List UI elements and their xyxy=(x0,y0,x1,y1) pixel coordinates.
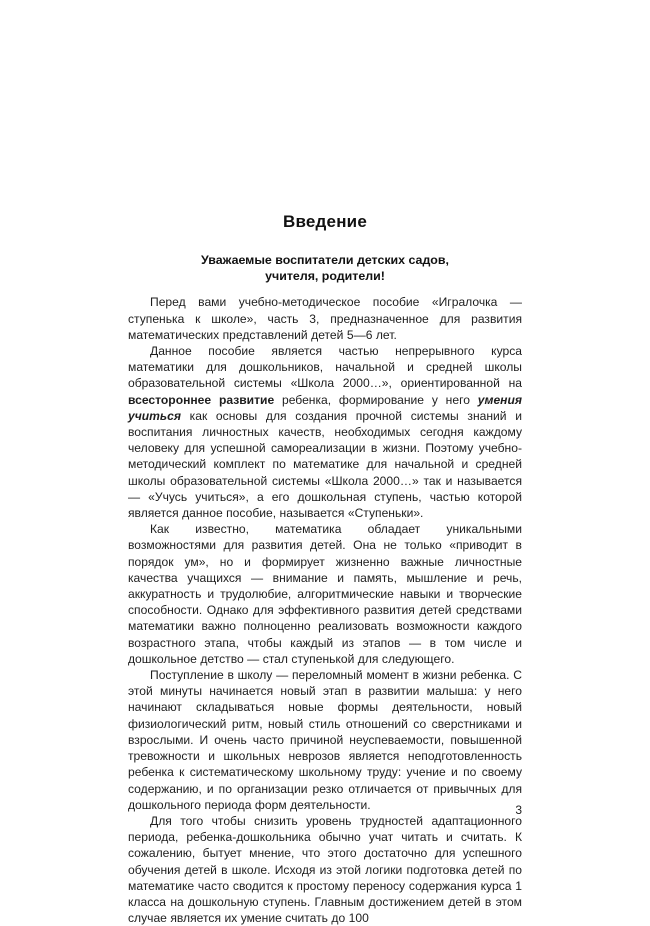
paragraph-1-text: Перед вами учебно-методическое пособие «Игралочка — ступенька к школе», часть 3, предназначенное для развития математических представлений детей 5—6 лет. xyxy=(128,295,522,342)
paragraph-2-text-a: Данное пособие является частью непрерывного курса математики для дошкольников, начальной и средней школы образовательной системы «Школа 2000…», ориентированной на xyxy=(128,344,522,391)
subtitle-line-1: Уважаемые воспитатели детских садов, xyxy=(201,253,449,267)
paragraph-4-text: Поступление в школу — переломный момент в жизни ребенка. С этой минуты начинается новый этап в развитии малыша: у него начинают складываться новые формы деятельности, новый физиологический ритм, новый стиль отношений со сверстниками и взрослыми. И очень часто причиной неуспеваемости, повышенной тревожности и школьных неврозов является неподготовленность ребенка к систематическому школьному труду: учение и по своему содержанию, и по организации резко отличается от привычных для дошкольного периода форм деятельности. xyxy=(128,668,522,812)
page-number: 3 xyxy=(515,803,522,817)
paragraph-2-emphasis-bold-italic: умения учиться xyxy=(128,392,522,423)
paragraph-1 xyxy=(128,294,522,343)
page-content xyxy=(128,212,522,926)
paragraph-5-text: Для того чтобы снизить уровень трудностей адаптационного периода, ребенка-дошкольника обычно учат читать и считать. К сожалению, бытует мнение, что этого достаточно для успешного обучения детей в школе. Исходя из этой логики подготовка детей по математике часто сводится к простому переносу содержания курса 1 класса на дошкольную ступень. Главным достижением детей в этом случае является их умение считать до 100 xyxy=(128,813,522,926)
paragraph-3-text: Как известно, математика обладает уникальными возможностями для развития детей. Она не только «приводит в порядок ум», но и формирует жизненно важные личностные качества учащихся — внимание и память, мышление и речь, аккуратность и трудолюбие, алгоритмические навыки и творческие способности. Однако для эффективного развития детей средствами математики важно полноценно реализовать возможности каждого возрастного этапа, чтобы каждый из этапов — в том числе и дошкольное детство — стал ступенькой для следующего. xyxy=(128,522,522,666)
page-title: Введение xyxy=(283,212,367,231)
paragraph-2-text-c: как основы для создания прочной системы знаний и воспитания личностных качеств, необходимых сегодня каждому человеку для успешной самореализации в жизни. Поэтому учебно-методический комплект по математике для начальной и средней школы образовательной системы «Школа 2000…» так и называется — «Учусь учиться», а его дошкольная ступень, частью которой является данное пособие, называется «Ступеньки». xyxy=(128,408,522,521)
subtitle-line-2: учителя, родители! xyxy=(265,269,385,284)
paragraph-4 xyxy=(128,667,522,813)
paragraph-2 xyxy=(128,343,522,521)
paragraph-2-text-b: ребенка, формирование у него xyxy=(274,392,478,407)
paragraph-3 xyxy=(128,521,522,667)
page-subtitle xyxy=(128,252,522,284)
paragraph-5 xyxy=(128,813,522,926)
paragraph-2-emphasis-bold: всестороннее развитие xyxy=(128,392,275,407)
